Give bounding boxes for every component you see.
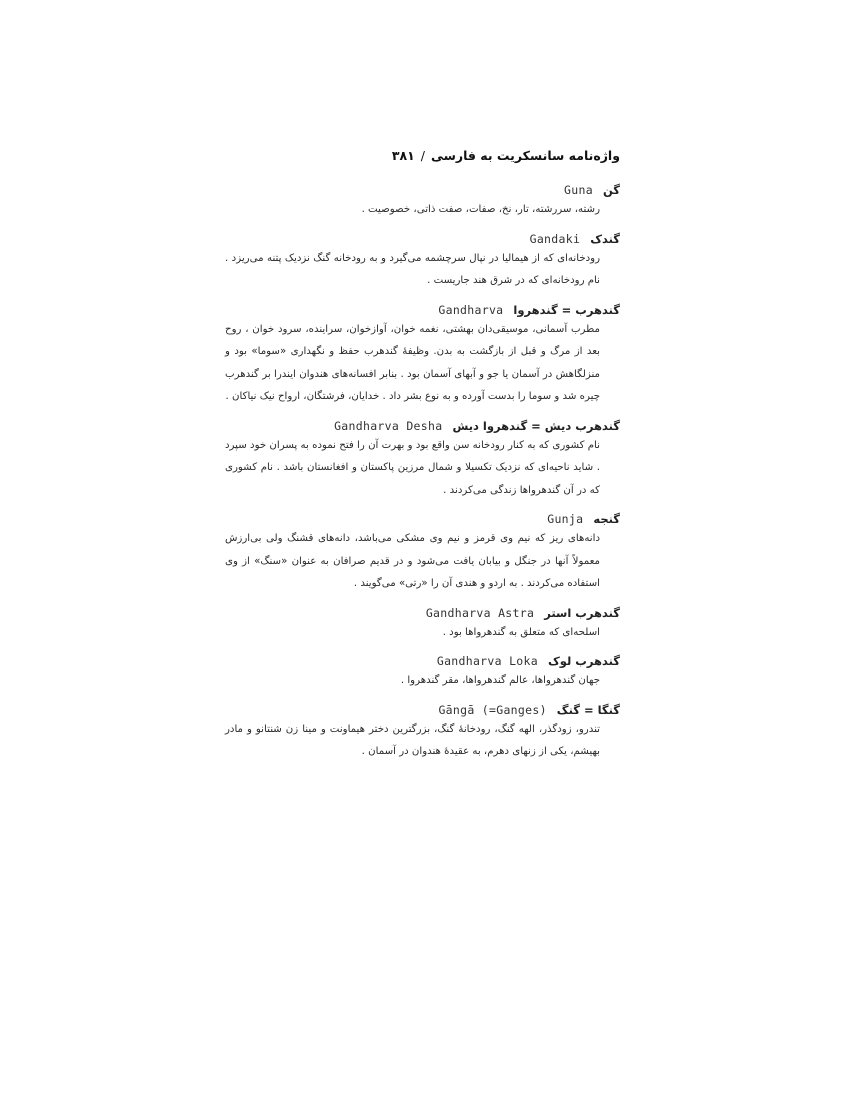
headword-latin: Gandaki [529,231,581,246]
entry-gandharva [225,301,620,409]
headword-latin: Gandharva Astra [425,605,535,620]
entry-headword [225,604,620,622]
entry-headword [225,417,620,435]
page-number: ۳۸۱ [391,148,415,163]
entry-headword [225,230,620,248]
headword-persian: گندهرب دیش = گندهروا دیش [452,418,620,433]
running-header [225,148,620,163]
entry-gandharva-loka [225,652,620,693]
entry-gandharva-astra [225,604,620,645]
headword-persian: گندهرب استر [544,605,620,620]
entry-gunja [225,510,620,596]
entry-headword [225,652,620,670]
headword-persian: گندهرب = گندهروا [513,302,620,317]
headword-latin: Gandharva [438,302,504,317]
headword-latin: Gandharva Loka [436,654,538,668]
entry-headword [225,301,620,319]
entry-headword [225,510,620,528]
headword-latin: Gandharva Desha [334,418,443,433]
entry-headword [225,701,620,719]
entry-guna [225,181,620,222]
headword-latin: Gunja [547,512,584,526]
entry-definition: رودخانه‌ای که از هیمالیا در نپال سرچشمه می‌گیرد و به رودخانه گنگ نزدیک پتنه می‌ریزد . نام رودخانه‌ای که در شرق هند جاریست . [225,252,600,286]
entry-gandaki [225,230,620,293]
entry-ganga [225,701,620,764]
entry-definition: نام کشوری که به کنار رودخانه سن واقع بود و بهرت آن را فتح نموده به پسران خود سپرد . شاید ناحیه‌ای که نزدیک تکسیلا و شمال مرزین پاکستان و افغانستان باشد . نام کشوری که در آن گندهرواها زندگی می‌کردند . [225,439,600,496]
entry-definition: مطرب آسمانی، موسیقی‌دان بهشتی، نغمه خوان، آوازخوان، سراینده، سرود خوان ، روح بعد از مرگ و قبل از بازگشت به بدن. وظیفهٔ گندهرب حفظ و نگهداری «سوما» بود و منزلگاهش در آسمان یا جو و آبهای آسمان بود . بنابر افسانه‌های هندوان ایندرا بر گندهرب چیره شد و سوما را بدست آورده و به نوع بشر داد . خدایان، فرشتگان، ارواح نیک نیاکان . [225,323,600,402]
entry-definition: رشته، سررشته، تار، نخ، صفات، صفت ذاتی، خصوصیت . [361,204,600,215]
headword-persian: گن [602,183,620,197]
book-title: واژه‌نامه سانسکریت به فارسی [430,148,620,163]
entry-headword [225,181,620,199]
header-separator: / [420,148,425,163]
entry-definition: جهان گندهرواها، عالم گندهرواها، مقر گندهروا . [400,675,600,686]
entry-gandharva-desha [225,417,620,503]
entry-definition: تندرو، زودگذر، الهه گنگ، رودخانهٔ گنگ، بزرگترین دختر هیماونت و مینا زن شنتانو و مادر بهیشم، یکی از زنهای دهرم، به عقیدهٔ هندوان در آسمان . [225,723,600,757]
entry-definition: اسلحه‌ای که متعلق به گندهرواها بود . [442,626,600,638]
headword-persian: گندک [590,231,620,246]
headword-persian: گنجه [593,512,620,526]
headword-persian: گنگا = گنگ [556,702,620,717]
entry-definition: دانه‌های ریز که نیم وی قرمز و نیم وی مشکی می‌باشد، دانه‌های قشنگ ولی بی‌ارزش معمولاً آنها در جنگل و بیابان یافت می‌شود و در قدیم صرافان به عنوان «سنگ» از وی استفاده می‌کردند . به اردو و هندی آن را «رتی» می‌گویند . [225,533,600,589]
headword-latin: Gāngā (=Ganges) [438,702,547,717]
headword-persian: گندهرب لوک [547,654,620,668]
headword-latin: Guna [564,183,593,197]
document-page [225,148,620,772]
